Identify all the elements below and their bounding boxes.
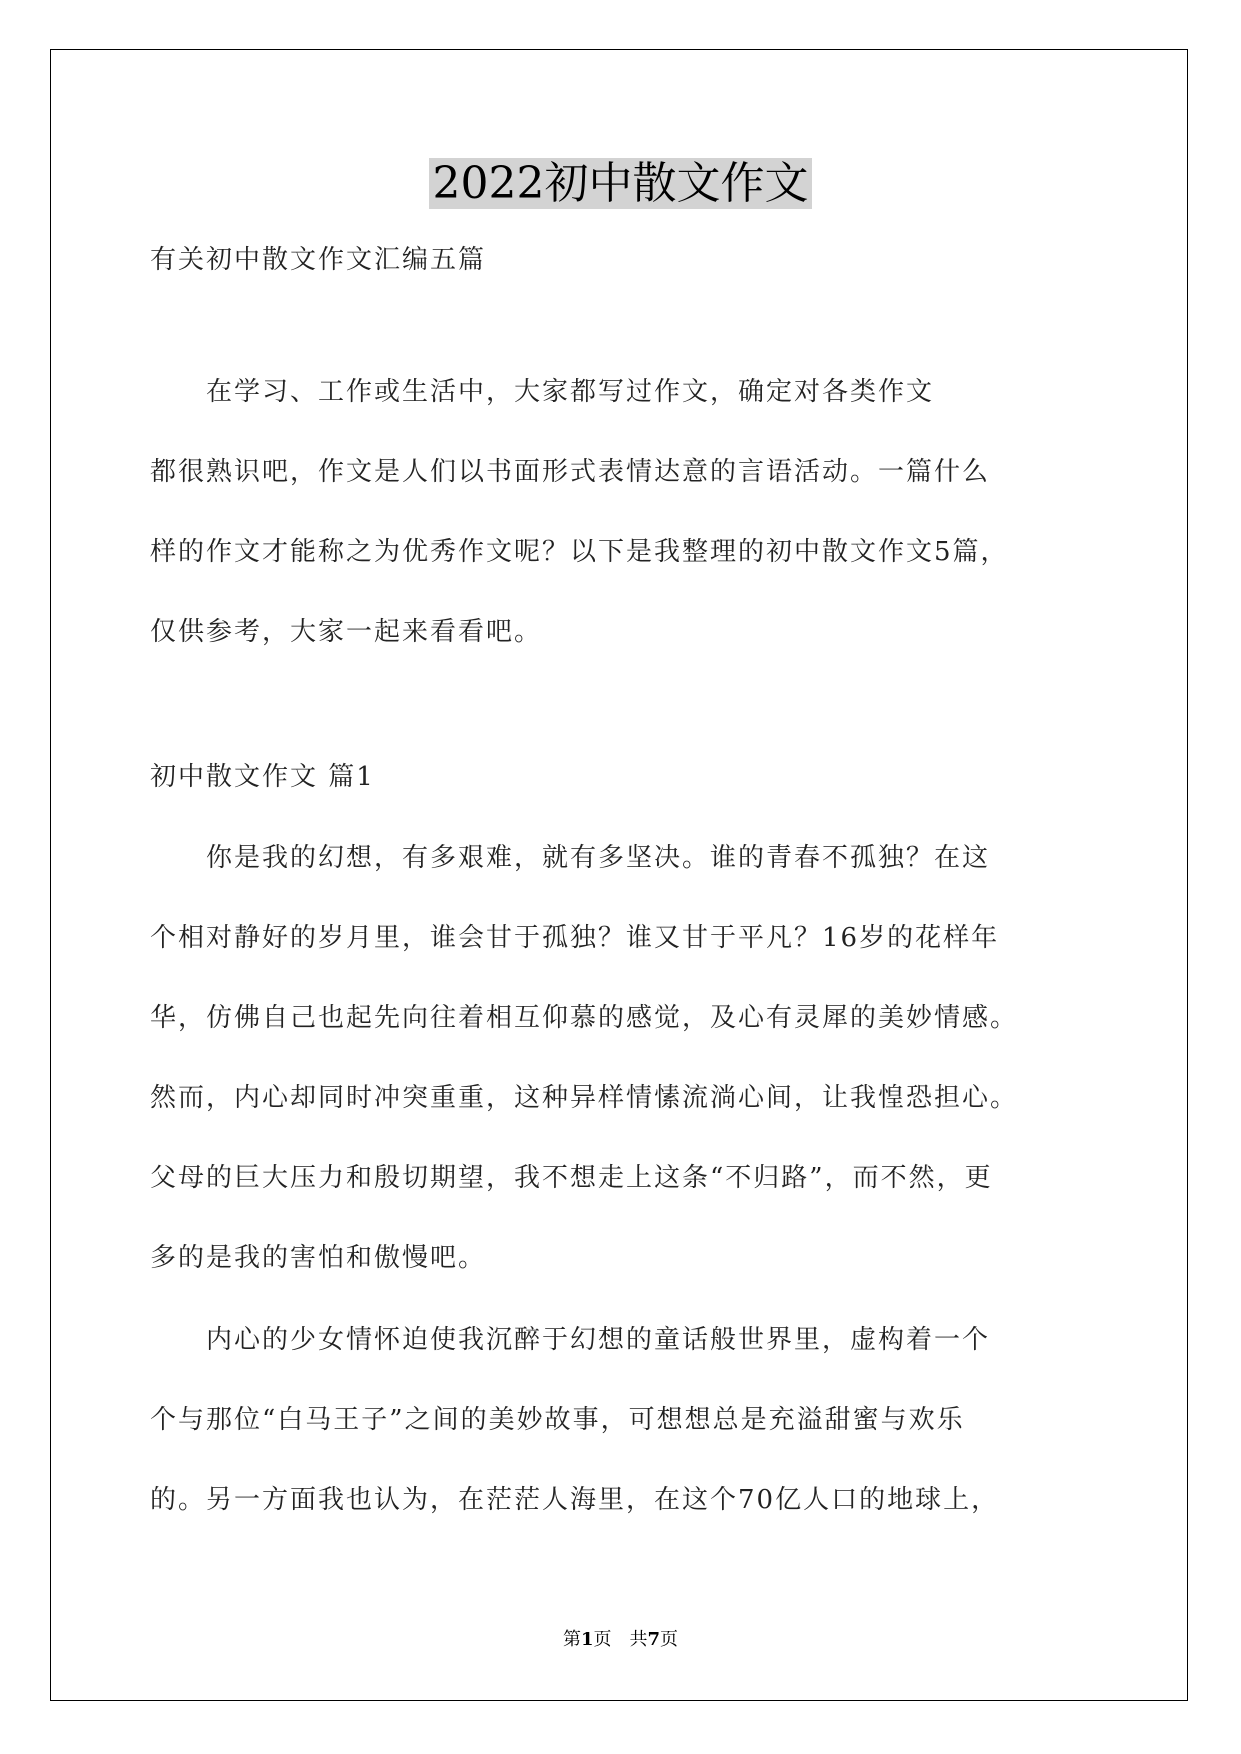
paragraph-line: 你是我的幻想，有多艰难，就有多坚决。谁的青春不孤独？在这 <box>150 843 991 873</box>
page-footer <box>0 1625 1241 1651</box>
total-pages-number: 7 <box>647 1629 661 1650</box>
body-paragraph-2 <box>150 1300 1090 1540</box>
footer-middle: 页 共 <box>593 1629 648 1650</box>
paragraph-line: 然而，内心却同时冲突重重，这种异样情愫流淌心间，让我惶恐担心。 <box>150 1083 1019 1113</box>
section-heading: 初中散文作文 篇1 <box>150 762 375 792</box>
paragraph-line: 的。另一方面我也认为，在茫茫人海里，在这个70亿人口的地球上， <box>150 1485 1000 1515</box>
footer-prefix: 第 <box>562 1629 581 1650</box>
paragraph-line: 个相对静好的岁月里，谁会甘于孤独？谁又甘于平凡？16岁的花样年 <box>150 923 1000 953</box>
footer-suffix: 页 <box>660 1629 679 1650</box>
paragraph-line: 样的作文才能称之为优秀作文呢？以下是我整理的初中散文作文5篇， <box>150 537 1009 567</box>
paragraph-line: 内心的少女情怀迫使我沉醉于幻想的童话般世界里，虚构着一个 <box>150 1325 991 1355</box>
paragraph-line: 在学习、工作或生活中，大家都写过作文，确定对各类作文 <box>150 377 935 407</box>
body-paragraph-1 <box>150 818 1090 1298</box>
paragraph-line: 华，仿佛自己也起先向往着相互仰慕的感觉，及心有灵犀的美妙情感。 <box>150 1003 1019 1033</box>
intro-paragraph <box>150 352 1090 672</box>
document-title: 2022初中散文作文 <box>0 155 1241 213</box>
paragraph-line: 父母的巨大压力和殷切期望，我不想走上这条“不归路”，而不然，更 <box>150 1163 993 1193</box>
paragraph-line: 个与那位“白马王子”之间的美妙故事，可想想总是充溢甜蜜与欢乐 <box>150 1405 965 1435</box>
current-page-number: 1 <box>580 1629 594 1650</box>
document-subtitle: 有关初中散文作文汇编五篇 <box>150 245 487 275</box>
paragraph-line: 多的是我的害怕和傲慢吧。 <box>150 1243 487 1273</box>
paragraph-line: 都很熟识吧，作文是人们以书面形式表情达意的言语活动。一篇什么 <box>150 457 991 487</box>
paragraph-line: 仅供参考，大家一起来看看吧。 <box>150 617 543 647</box>
